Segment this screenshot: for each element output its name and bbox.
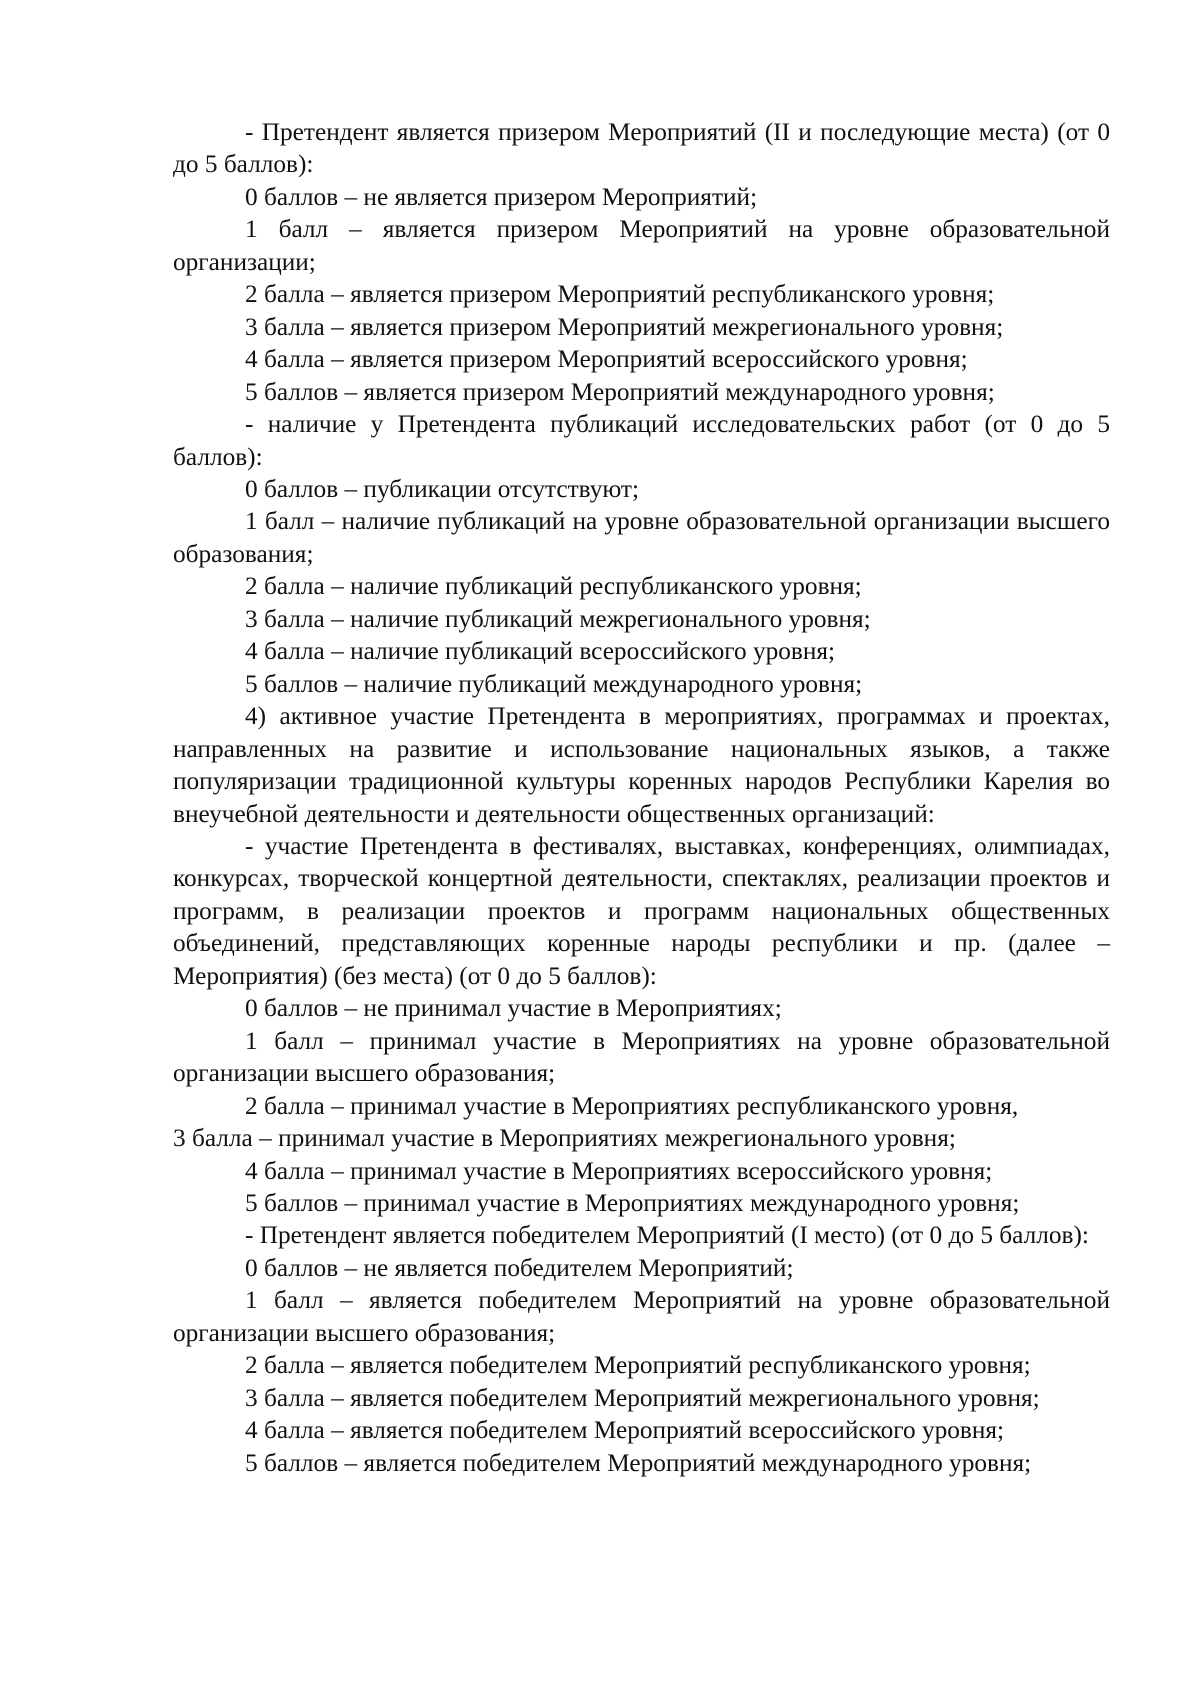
paragraph-winner-0-points: 0 баллов – не является победителем Мероприятий;	[245, 1253, 794, 1282]
paragraph-publications-0-points: 0 баллов – публикации отсутствуют;	[245, 474, 640, 503]
paragraph-participation-4-points: 4 балла – принимал участие в Мероприятиях всероссийского уровня;	[245, 1156, 993, 1185]
paragraph-winner-criterion: - Претендент является победителем Мероприятий (I место) (от 0 до 5 баллов):	[245, 1221, 1089, 1250]
paragraph-winner-5-points: 5 баллов – является победителем Мероприятий международного уровня;	[245, 1448, 1032, 1477]
paragraph-publications-4-points: 4 балла – наличие публикаций всероссийского уровня;	[245, 637, 836, 666]
document-body	[173, 116, 1110, 1479]
paragraph-publications-1-point: 1 балл – наличие публикаций на уровне образовательной организации высшего образования;	[173, 507, 1110, 568]
paragraph-prizewinner-2-points: 2 балла – является призером Мероприятий республиканского уровня;	[245, 280, 995, 309]
paragraph-publications-5-points: 5 баллов – наличие публикаций международного уровня;	[245, 669, 863, 698]
paragraph-section-4-active-participation: 4) активное участие Претендента в мероприятиях, программах и проектах, направленных на развитие и использование национальных языков, а также популяризации традиционной культуры коренных народов Республики Карелия во внеучебной деятельности и деятельности общественных организаций:	[173, 702, 1110, 828]
paragraph-prizewinner-3-points: 3 балла – является призером Мероприятий межрегионального уровня;	[245, 312, 1004, 341]
paragraph-winner-4-points: 4 балла – является победителем Мероприятий всероссийского уровня;	[245, 1416, 1005, 1445]
paragraph-publications-3-points: 3 балла – наличие публикаций межрегионального уровня;	[245, 604, 871, 633]
paragraph-publications-2-points: 2 балла – наличие публикаций республиканского уровня;	[245, 572, 862, 601]
paragraph-participation-3-points: 3 балла – принимал участие в Мероприятиях межрегионального уровня;	[173, 1124, 956, 1153]
paragraph-prizewinner-criterion: - Претендент является призером Мероприятий (II и последующие места) (от 0 до 5 баллов):	[173, 118, 1110, 179]
paragraph-participation-2-points: 2 балла – принимал участие в Мероприятиях республиканского уровня,	[245, 1091, 1019, 1120]
paragraph-prizewinner-0-points: 0 баллов – не является призером Мероприятий;	[245, 182, 758, 211]
paragraph-prizewinner-4-points: 4 балла – является призером Мероприятий всероссийского уровня;	[245, 345, 968, 374]
paragraph-participation-criterion: - участие Претендента в фестивалях, выставках, конференциях, олимпиадах, конкурсах, творческой концертной деятельности, спектаклях, реализации проектов и программ, в реализации проектов и программ национальных общественных объединений, представляющих коренные народы республики и пр. (далее – Мероприятия) (без места) (от 0 до 5 баллов):	[173, 831, 1110, 990]
paragraph-prizewinner-5-points: 5 баллов – является призером Мероприятий международного уровня;	[245, 377, 995, 406]
paragraph-participation-1-point: 1 балл – принимал участие в Мероприятиях на уровне образовательной организации высшего образования;	[173, 1026, 1110, 1088]
paragraph-participation-0-points: 0 баллов – не принимал участие в Мероприятиях;	[245, 994, 782, 1023]
paragraph-publications-criterion: - наличие у Претендента публикаций исследовательских работ (от 0 до 5 баллов):	[173, 410, 1110, 471]
paragraph-participation-5-points: 5 баллов – принимал участие в Мероприятиях международного уровня;	[245, 1188, 1020, 1217]
paragraph-winner-3-points: 3 балла – является победителем Мероприятий межрегионального уровня;	[245, 1383, 1040, 1412]
paragraph-winner-1-point: 1 балл – является победителем Мероприятий на уровне образовательной организации высшего образования;	[173, 1286, 1110, 1347]
paragraph-prizewinner-1-point: 1 балл – является призером Мероприятий на уровне образовательной организации;	[173, 215, 1110, 276]
paragraph-winner-2-points: 2 балла – является победителем Мероприятий республиканского уровня;	[245, 1351, 1031, 1380]
